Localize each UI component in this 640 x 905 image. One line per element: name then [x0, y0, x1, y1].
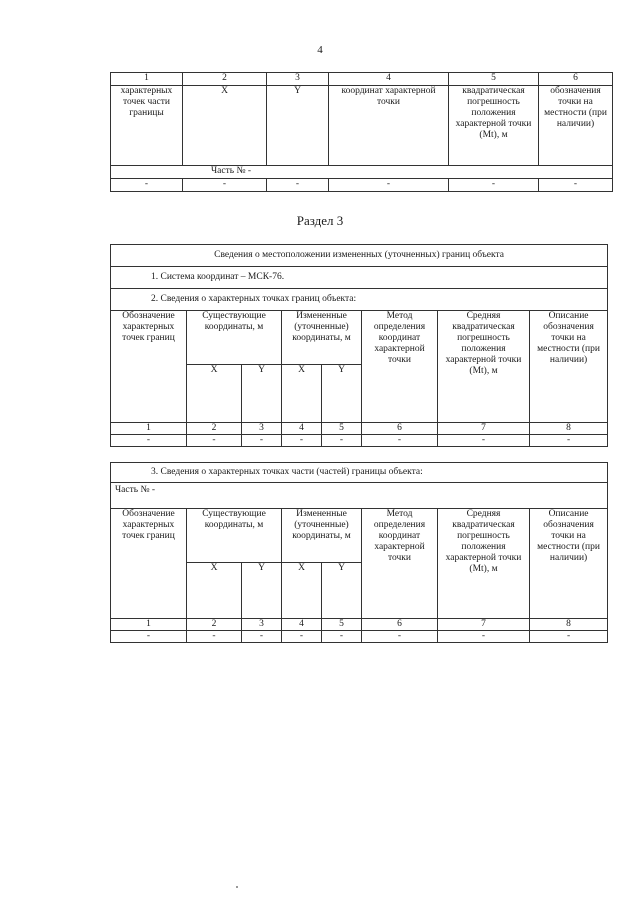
table-row — [111, 86, 613, 166]
header-cell: Измененные (уточненные) координаты, м — [282, 311, 362, 365]
header-cell: Метод определения координат характерной точки — [362, 311, 438, 423]
col-number-cell: 3 — [267, 73, 329, 86]
dash-cell: - — [111, 179, 183, 192]
table-row — [111, 245, 608, 267]
x-header: X — [187, 365, 242, 423]
section3-table — [110, 244, 608, 447]
header-cell: Средняя квадратическая погрешность положения характерной точки (Mt), м — [438, 311, 530, 423]
col-number-cell: 1 — [111, 619, 187, 631]
page-number: 4 — [317, 44, 323, 56]
header-cell: Существующие координаты, м — [187, 509, 282, 563]
y-header: Y — [322, 563, 362, 619]
header-cell: обозначения точки на местности (при наличии) — [539, 86, 613, 166]
table-row — [111, 435, 608, 447]
header-cell: Обозначение характерных точек границ — [111, 311, 187, 423]
col-number-cell: 7 — [438, 619, 530, 631]
col-number-cell: 2 — [187, 619, 242, 631]
table-row — [111, 311, 608, 365]
header-cell: Описание обозначения точки на местности (при наличии) — [530, 311, 608, 423]
dash-cell: - — [438, 631, 530, 643]
table-row — [111, 509, 608, 563]
dash-cell: - — [187, 631, 242, 643]
col-number-cell: 8 — [530, 619, 608, 631]
col-number-cell: 7 — [438, 423, 530, 435]
dash-cell: - — [449, 179, 539, 192]
col-number-cell: 5 — [322, 619, 362, 631]
scan-speck — [236, 886, 238, 888]
header-cell: Описание обозначения точки на местности (при наличии) — [530, 509, 608, 619]
table-row — [111, 289, 608, 311]
dash-cell: - — [111, 631, 187, 643]
table-row — [111, 73, 613, 86]
col-number-cell: 4 — [282, 619, 322, 631]
dash-cell: - — [362, 435, 438, 447]
section3-heading: Сведения о местоположении измененных (уточненных) границ объекта — [111, 245, 608, 267]
dash-cell: - — [282, 435, 322, 447]
header-cell: характерных точек части границы — [111, 86, 183, 166]
header-cell: X — [183, 86, 267, 166]
y-header: Y — [322, 365, 362, 423]
dash-cell: - — [329, 179, 449, 192]
header-cell: Измененные (уточненные) координаты, м — [282, 509, 362, 563]
col-number-cell: 3 — [242, 423, 282, 435]
col-number-cell: 6 — [362, 619, 438, 631]
col-number-cell: 5 — [449, 73, 539, 86]
coordinate-system-line: 1. Система координат – МСК-76. — [111, 267, 608, 289]
points-info-line: 2. Сведения о характерных точках границ объекта: — [111, 289, 608, 311]
dash-cell: - — [539, 179, 613, 192]
table-row — [111, 619, 608, 631]
parts-info-line: 3. Сведения о характерных точках части (частей) границы объекта: — [111, 463, 608, 483]
col-number-cell: 2 — [187, 423, 242, 435]
table-row — [111, 179, 613, 192]
y-header: Y — [242, 563, 282, 619]
table-row — [111, 631, 608, 643]
col-number-cell: 2 — [183, 73, 267, 86]
dash-cell: - — [530, 435, 608, 447]
col-number-cell: 6 — [539, 73, 613, 86]
col-number-cell: 4 — [282, 423, 322, 435]
header-cell: Метод определения координат характерной точки — [362, 509, 438, 619]
dash-cell: - — [267, 179, 329, 192]
col-number-cell: 3 — [242, 619, 282, 631]
part-label: Часть № - — [111, 483, 608, 509]
x-header: X — [282, 563, 322, 619]
table-row — [111, 267, 608, 289]
dash-cell: - — [362, 631, 438, 643]
x-header: X — [282, 365, 322, 423]
dash-cell: - — [322, 435, 362, 447]
dash-cell: - — [438, 435, 530, 447]
top-continuation-table — [110, 72, 613, 192]
header-cell: Существующие координаты, м — [187, 311, 282, 365]
x-header: X — [187, 563, 242, 619]
dash-cell: - — [530, 631, 608, 643]
col-number-cell: 5 — [322, 423, 362, 435]
section3-parts-table — [110, 462, 608, 643]
dash-cell: - — [242, 435, 282, 447]
section-title: Раздел 3 — [296, 213, 344, 228]
header-cell: Y — [267, 86, 329, 166]
table-row — [111, 483, 608, 509]
col-number-cell: 1 — [111, 73, 183, 86]
part-label: Часть № - — [111, 166, 613, 179]
table-row — [111, 166, 613, 179]
table-row — [111, 423, 608, 435]
header-cell: квадратическая погрешность положения характерной точки (Mt), м — [449, 86, 539, 166]
header-cell: Обозначение характерных точек границ — [111, 509, 187, 619]
y-header: Y — [242, 365, 282, 423]
col-number-cell: 6 — [362, 423, 438, 435]
header-cell: Средняя квадратическая погрешность положения характерной точки (Mt), м — [438, 509, 530, 619]
dash-cell: - — [282, 631, 322, 643]
dash-cell: - — [187, 435, 242, 447]
dash-cell: - — [322, 631, 362, 643]
dash-cell: - — [111, 435, 187, 447]
col-number-cell: 8 — [530, 423, 608, 435]
dash-cell: - — [183, 179, 267, 192]
dash-cell: - — [242, 631, 282, 643]
header-cell: координат характерной точки — [329, 86, 449, 166]
table-row — [111, 463, 608, 483]
col-number-cell: 1 — [111, 423, 187, 435]
col-number-cell: 4 — [329, 73, 449, 86]
